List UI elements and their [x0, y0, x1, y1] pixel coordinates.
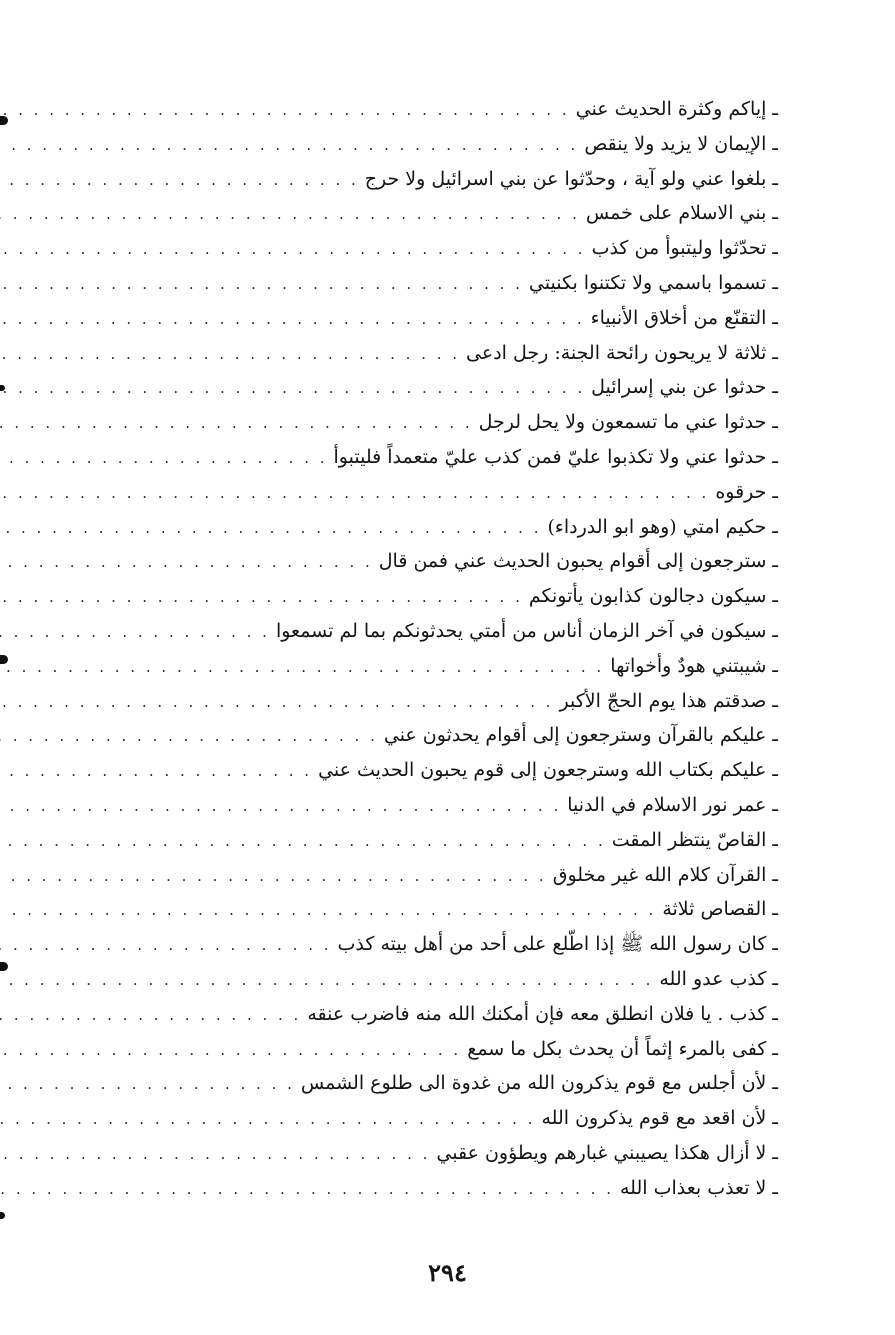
- dot-leader: [0, 163, 359, 198]
- entry-text: ـ كذب . يا فلان انطلق معه فإن أمكنك الله منه فاضرب عنقه: [307, 1002, 778, 1025]
- dot-leader: [0, 789, 561, 824]
- dot-leader: [0, 824, 606, 859]
- dot-leader: [0, 371, 585, 406]
- index-entry: [78, 997, 778, 1032]
- dot-leader: [0, 1067, 295, 1102]
- entry-text: ـ لأن اقعد مع قوم يذكرون الله: [541, 1107, 778, 1130]
- index-entry: [78, 196, 778, 231]
- index-entry: [78, 649, 778, 684]
- index-entry: [78, 962, 778, 997]
- entry-text: ـ بني الاسلام على خمس: [585, 202, 778, 225]
- dot-leader: [0, 754, 312, 789]
- index-entry: [78, 370, 778, 405]
- entry-text: ـ ثلاثة لا يريحون رائحة الجنة: رجل ادعى: [466, 341, 778, 364]
- entry-text: ـ حكيم امتي (وهو ابو الدرداء): [547, 515, 778, 538]
- entry-text: ـ حدثوا عن بني إسرائيل: [591, 376, 778, 399]
- index-entry: [78, 405, 778, 440]
- index-entry: [78, 718, 778, 753]
- entry-text: ـ بلغوا عني ولو آية ، وحدّثوا عن بني اسرائيل ولا حرج: [364, 167, 778, 190]
- entry-text: ـ القرآن كلام الله غير مخلوق: [552, 863, 778, 886]
- entry-text: ـ تسموا باسمي ولا تكتنوا بكنيتي: [528, 271, 778, 294]
- dot-leader: [0, 1172, 614, 1207]
- index-entry: [78, 927, 778, 962]
- hadith-index-list: [78, 92, 778, 1206]
- entry-text: ـ التقنّع من أخلاق الأنبياء: [590, 306, 778, 329]
- dot-leader: [0, 93, 570, 128]
- dot-leader: [0, 1033, 461, 1068]
- dot-leader: [0, 302, 585, 337]
- index-entry: [78, 544, 778, 579]
- dot-leader: [0, 267, 523, 302]
- dot-leader: [0, 337, 460, 372]
- dot-leader: [0, 1102, 535, 1137]
- dot-leader: [0, 893, 656, 928]
- index-entry: [78, 475, 778, 510]
- dot-leader: [0, 197, 580, 232]
- entry-text: ـ سيكون دجالون كذابون يأتونكم: [528, 585, 778, 608]
- index-entry: [78, 336, 778, 371]
- entry-text: ـ عليكم بالقرآن وسترجعون إلى أقوام يحدثون عني: [383, 724, 778, 747]
- dot-leader: [0, 545, 373, 580]
- index-entry: [78, 127, 778, 162]
- entry-text: ـ إياكم وكثرة الحديث عني: [575, 98, 778, 120]
- index-entry: [78, 892, 778, 927]
- index-entry: [78, 440, 778, 475]
- index-entry: [78, 92, 778, 127]
- index-entry: [78, 1136, 778, 1171]
- entry-text: ـ شيبتني هودٌ وأخواتها: [610, 654, 778, 677]
- dot-leader: [0, 511, 541, 546]
- entry-text: ـ لأن أجلس مع قوم يذكرون الله من غدوة الى طلوع الشمس: [300, 1072, 778, 1095]
- dot-leader: [0, 476, 709, 511]
- entry-text: ـ حدثوا عني ما تسمعون ولا يحل لرجل: [478, 411, 778, 434]
- index-entry: [78, 1101, 778, 1136]
- index-entry: [78, 858, 778, 893]
- index-entry: [78, 614, 778, 649]
- dot-leader: [0, 928, 332, 963]
- dot-leader: [0, 719, 378, 754]
- dot-leader: [0, 406, 473, 441]
- index-entry: [78, 1066, 778, 1101]
- entry-text: ـ القاصّ ينتظر المقت: [611, 828, 778, 851]
- entry-text: ـ الإيمان لا يزيد ولا ينقص: [584, 132, 778, 155]
- index-entry: [78, 753, 778, 788]
- dot-leader: [0, 1137, 430, 1172]
- entry-text: ـ سيكون في آخر الزمان أناس من أمتي يحدثونكم بما لم تسمعوا: [275, 619, 778, 642]
- index-entry: [78, 684, 778, 719]
- index-entry: [78, 788, 778, 823]
- entry-text: ـ حدثوا عني ولا تكذبوا عليّ فمن كذب عليّ متعمداً فليتبوأ: [333, 445, 778, 468]
- index-entry: [78, 266, 778, 301]
- entry-text: ـ كفى بالمرء إثماً أن يحدث بكل ما سمع: [467, 1037, 778, 1060]
- dot-leader: [0, 963, 653, 998]
- index-entry: [78, 1032, 778, 1067]
- index-entry: [78, 510, 778, 545]
- entry-text: ـ سترجعون إلى أقوام يحبون الحديث عني فمن قال: [378, 550, 778, 573]
- scan-edge-mark: [0, 1212, 5, 1219]
- index-entry: [78, 823, 778, 858]
- dot-leader: [0, 685, 554, 720]
- index-entry: [78, 231, 778, 266]
- dot-leader: [0, 650, 604, 685]
- dot-leader: [0, 615, 270, 650]
- index-entry: [78, 301, 778, 336]
- entry-text: ـ القصاص ثلاثة: [662, 898, 778, 921]
- entry-text: ـ عليكم بكتاب الله وسترجعون إلى قوم يحبون الحديث عني: [318, 759, 778, 782]
- entry-text: ـ تحدّثوا وليتبوأ من كذب: [591, 237, 778, 260]
- entry-text: ـ لا تعذب بعذاب الله: [619, 1176, 778, 1199]
- dot-leader: [0, 128, 578, 163]
- entry-text: ـ لا أزال هكذا يصيبني غبارهم ويطؤون عقبي: [436, 1141, 778, 1164]
- dot-leader: [0, 998, 301, 1033]
- entry-text: ـ كذب عدو الله: [659, 967, 778, 990]
- entry-text: ـ صدقتم هذا يوم الحجّ الأكبر: [559, 689, 778, 712]
- dot-leader: [0, 580, 523, 615]
- page-number: ٢٩٤: [428, 1258, 467, 1287]
- dot-leader: [0, 859, 547, 894]
- dot-leader: [0, 441, 328, 476]
- entry-text: ـ حرقوه: [715, 480, 778, 503]
- index-entry: [78, 579, 778, 614]
- dot-leader: [0, 232, 586, 267]
- entry-text: ـ عمر نور الاسلام في الدنيا: [567, 793, 778, 816]
- index-entry: [78, 1171, 778, 1206]
- index-entry: [78, 162, 778, 197]
- entry-text: ـ كان رسول الله ﷺ إذا اطّلع على أحد من أهل بيته كذب: [337, 933, 778, 956]
